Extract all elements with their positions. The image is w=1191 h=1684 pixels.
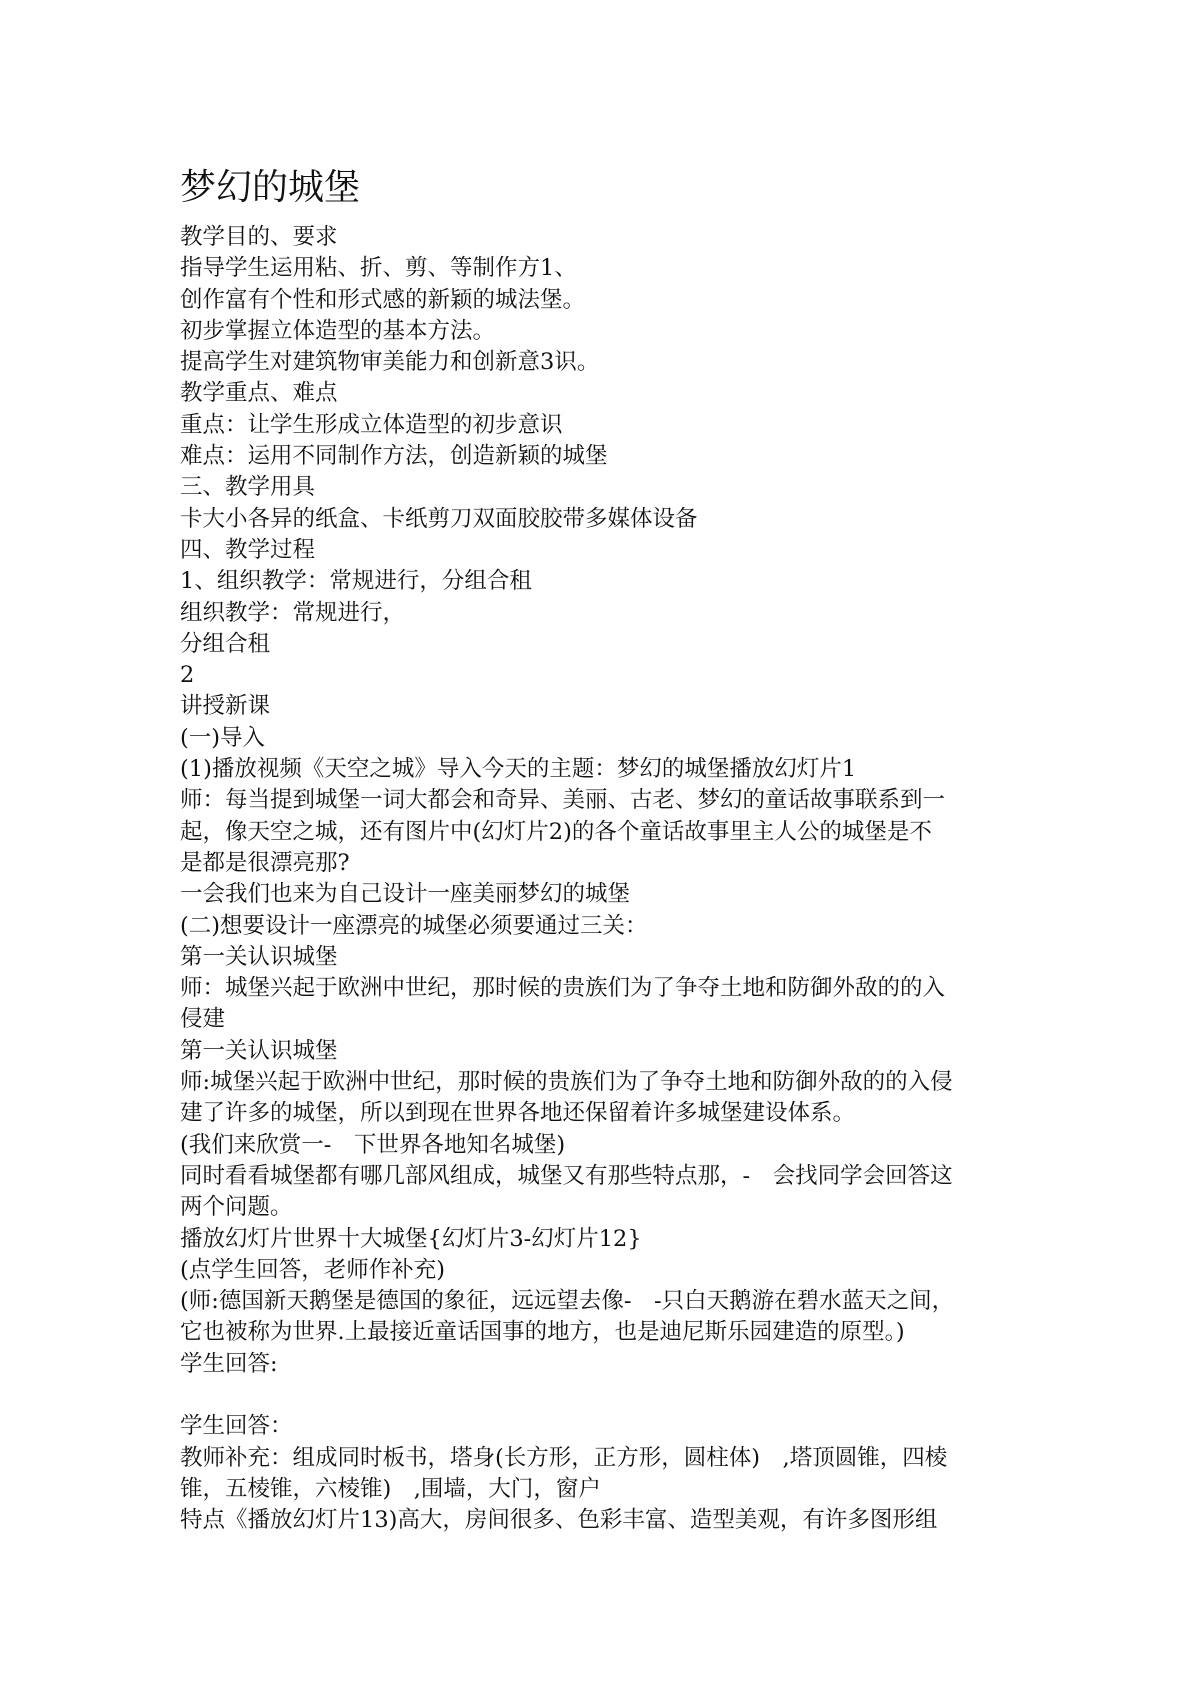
- text-line: 1、组织教学：常规进行，分组合租: [180, 568, 532, 595]
- text-line: 第一关认识城堡: [180, 1037, 338, 1064]
- text-line: 难点：运用不同制作方法，创造新颖的城堡: [180, 443, 608, 470]
- text-line: [180, 1380, 1030, 1411]
- text-line: 2: [180, 662, 195, 689]
- text-line: 分组合租: [180, 630, 271, 657]
- text-line: 一会我们也来为自己设计一座美丽梦幻的城堡: [180, 881, 631, 908]
- text-line: 教学重点、难点: [180, 380, 338, 407]
- text-line: 卡大小各异的纸盒、卡纸剪刀双面胶胶带多媒体设备: [180, 505, 698, 532]
- text-line: 特点《播放幻灯片13)高大，房间很多、色彩丰富、造型美观，有许多图形组: [180, 1507, 938, 1534]
- text-line: 师：每当提到城堡一词大都会和奇异、美丽、古老、梦幻的童话故事联系到一: [180, 787, 946, 814]
- text-line: (我们来欣赏一- 下世界各地知名城堡): [180, 1131, 566, 1158]
- text-line: 学生回答：: [180, 1413, 293, 1440]
- text-line: (师:德国新天鹅堡是德国的象征，远远望去像- -只白天鹅游在碧水蓝天之间，: [180, 1288, 955, 1315]
- text-line: 教师补充：组成同时板书，塔身(长方形，正方形，圆柱体) ,塔顶圆锥，四棱: [180, 1444, 948, 1471]
- text-line: 初步掌握立体造型的基本方法。: [180, 317, 496, 344]
- document-body: [180, 222, 1030, 1536]
- text-line: 起，像天空之城，还有图片中(幻灯片2)的各个童话故事里主人公的城堡是不: [180, 818, 932, 845]
- text-line: 建了许多的城堡，所以到现在世界各地还保留着许多城堡建设体系。: [180, 1100, 856, 1127]
- text-line: (二)想要设计一座漂亮的城堡必须要通过三关：: [180, 912, 648, 939]
- text-line: 教学目的、要求: [180, 224, 338, 250]
- text-line: (一)导入: [180, 724, 266, 751]
- document-title: 梦幻的城堡: [180, 167, 361, 208]
- text-line: 锥，五棱锥，六棱锥) ,围墙，大门，窗户: [180, 1475, 601, 1502]
- text-line: 播放幻灯片世界十大城堡{幻灯片3-幻灯片12}: [180, 1225, 642, 1252]
- text-line: 指导学生运用粘、折、剪、等制作方1、: [180, 255, 577, 282]
- text-line: 学生回答:: [180, 1350, 278, 1377]
- text-line: 重点：让学生形成立体造型的初步意识: [180, 411, 563, 438]
- text-line: 两个问题。: [180, 1194, 293, 1221]
- text-line: 提高学生对建筑物审美能力和创新意3识。: [180, 349, 600, 376]
- text-line: 创作富有个性和形式感的新颖的城法堡。: [180, 286, 586, 313]
- text-line: 师:城堡兴起于欧洲中世纪，那时候的贵族们为了争夺土地和防御外敌的的入侵: [180, 1069, 953, 1096]
- text-line: 四、教学过程: [180, 536, 316, 563]
- text-line: 师：城堡兴起于欧洲中世纪，那时候的贵族们为了争夺土地和防御外敌的的入: [180, 975, 946, 1002]
- text-line: 侵建: [180, 1006, 226, 1033]
- text-line: (1)播放视频《天空之城》导入今天的主题：梦幻的城堡播放幻灯片1: [180, 756, 857, 783]
- text-line: (点学生回答，老师作补充): [180, 1256, 446, 1283]
- text-line: 是都是很漂亮那?: [180, 849, 350, 876]
- text-line: 讲授新课: [180, 693, 271, 720]
- text-line: 同时看看城堡都有哪几部风组成，城堡又有那些特点那，- 会找同学会回答这: [180, 1162, 953, 1189]
- text-line: 它也被称为世界.上最接近童话国事的地方，也是迪尼斯乐园建造的原型。): [180, 1319, 905, 1346]
- text-line: 三、教学用具: [180, 474, 316, 501]
- text-line: 组织教学：常规进行，: [180, 599, 406, 626]
- text-line: 第一关认识城堡: [180, 943, 338, 970]
